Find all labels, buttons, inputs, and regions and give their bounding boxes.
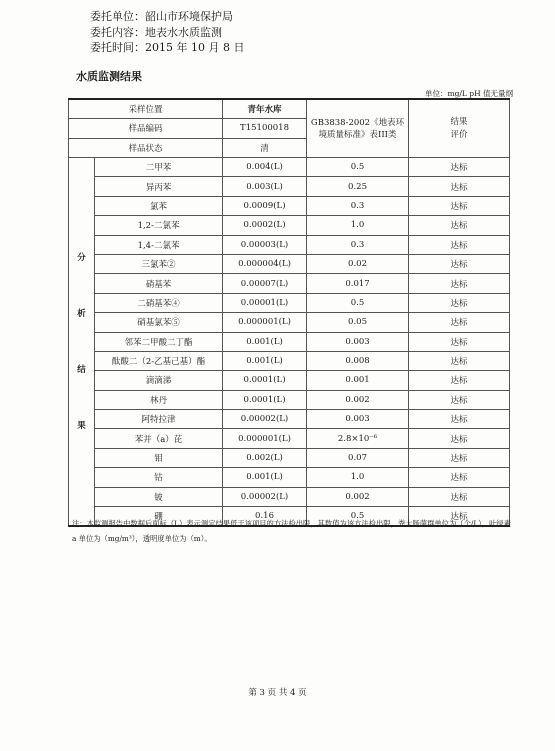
table-row: [69, 410, 510, 429]
item-name-cell: 酞酸二（2-乙基己基）酯: [95, 351, 223, 370]
client-line: [90, 9, 244, 25]
sample-state-label: 样品状态: [69, 138, 223, 158]
measured-value-cell: 0.00001(L): [223, 293, 307, 312]
evaluation-cell: 达标: [409, 410, 510, 429]
measured-value-cell: 0.000001(L): [223, 429, 307, 448]
standard-limit-cell: 0.3: [307, 196, 409, 215]
standard-limit-cell: 0.008: [307, 351, 409, 370]
table-row: [69, 468, 510, 487]
standard-limit-cell: 0.07: [307, 448, 409, 467]
client-label: 委托单位：: [90, 10, 145, 23]
footnote: 注：本监测报告中数据后面标（L）表示测定结果低于该项目的方法检出限，其数值为该方法检出限，粪大肠菌群单位为（个/L），叶绿素 a 单位为（mg/m³），透明度单位为（m）。: [72, 519, 512, 543]
item-name-cell: 二甲苯: [95, 158, 223, 177]
evaluation-cell: 达标: [409, 351, 510, 370]
date-line: [90, 40, 244, 56]
measured-value-cell: 0.001(L): [223, 468, 307, 487]
measured-value-cell: 0.00003(L): [223, 235, 307, 254]
category-label-analysis-result: [69, 158, 95, 526]
standard-limit-cell: 0.001: [307, 371, 409, 390]
standard-limit-cell: 1.0: [307, 468, 409, 487]
unit-note: 单位：mg/L pH 值无量纲: [424, 89, 513, 98]
standard-header: GB3838-2002《地表环境质量标准》表III类: [307, 99, 409, 158]
item-name-cell: 硝基苯: [95, 274, 223, 293]
measured-value-cell: 0.0009(L): [223, 196, 307, 215]
item-name-cell: 钴: [95, 468, 223, 487]
category-gap: [69, 263, 94, 307]
item-name-cell: 1,2-二氯苯: [95, 216, 223, 235]
standard-limit-cell: 2.8×10⁻⁶: [307, 429, 409, 448]
item-name-cell: 异丙苯: [95, 177, 223, 196]
category-char: 果: [77, 421, 86, 432]
report-meta: [90, 9, 244, 56]
category-char: 分: [77, 253, 86, 264]
standard-limit-cell: 0.003: [307, 410, 409, 429]
measured-value-cell: 0.003(L): [223, 177, 307, 196]
page-number: 第 3 页 共 4 页: [248, 688, 307, 698]
standard-limit-cell: 0.002: [307, 487, 409, 506]
evaluation-cell: 达标: [409, 507, 510, 526]
category-char: 析: [77, 309, 86, 320]
table-row: [69, 351, 510, 370]
standard-limit-cell: 0.5: [307, 158, 409, 177]
standard-limit-cell: 0.05: [307, 313, 409, 332]
measured-value-cell: 0.0002(L): [223, 216, 307, 235]
evaluation-cell: 达标: [409, 235, 510, 254]
measured-value-cell: 0.004(L): [223, 158, 307, 177]
category-gap: [69, 319, 94, 363]
item-name-cell: 邻苯二甲酸二丁酯: [95, 332, 223, 351]
sampling-location-value: 青年水库: [223, 99, 307, 119]
item-name-cell: 阿特拉津: [95, 410, 223, 429]
item-name-cell: 1,4-二氯苯: [95, 235, 223, 254]
table-row: [69, 196, 510, 215]
evaluation-cell: 达标: [409, 332, 510, 351]
table-row: [69, 390, 510, 409]
table-row: [69, 313, 510, 332]
measured-value-cell: 0.00002(L): [223, 487, 307, 506]
table-row: [69, 487, 510, 506]
sample-id-value: T15100018: [223, 119, 307, 139]
standard-limit-cell: 0.02: [307, 254, 409, 273]
table-row: [69, 371, 510, 390]
measured-value-cell: 0.00002(L): [223, 410, 307, 429]
table-row: [69, 177, 510, 196]
result-evaluation-header: [409, 99, 510, 158]
evaluation-cell: 达标: [409, 313, 510, 332]
standard-limit-cell: 0.5: [307, 507, 409, 526]
result-header-line2: 评价: [450, 129, 468, 140]
item-name-cell: 硝基氯苯⑤: [95, 313, 223, 332]
table-row: [69, 332, 510, 351]
date-label: 委托时间：: [90, 41, 145, 54]
evaluation-cell: 达标: [409, 448, 510, 467]
standard-limit-cell: 0.002: [307, 390, 409, 409]
measured-value-cell: 0.0001(L): [223, 371, 307, 390]
table-row: [69, 158, 510, 177]
standard-limit-cell: 0.5: [307, 293, 409, 312]
item-name-cell: 硼: [95, 507, 223, 526]
item-name-cell: 铍: [95, 487, 223, 506]
results-table-body: [69, 99, 510, 526]
standard-limit-cell: 0.25: [307, 177, 409, 196]
evaluation-cell: 达标: [409, 254, 510, 273]
sample-state-value: 清: [223, 138, 307, 158]
evaluation-cell: 达标: [409, 158, 510, 177]
measured-value-cell: 0.0001(L): [223, 390, 307, 409]
section-title: 水质监测结果: [76, 70, 142, 83]
sample-id-label: 样品编码: [69, 119, 223, 139]
measured-value-cell: 0.001(L): [223, 332, 307, 351]
category-char: 结: [77, 365, 86, 376]
item-name-cell: 苯并（a）芘: [95, 429, 223, 448]
measured-value-cell: 0.00007(L): [223, 274, 307, 293]
evaluation-cell: 达标: [409, 468, 510, 487]
content-label: 委托内容：: [90, 25, 145, 39]
measured-value-cell: 0.000001(L): [223, 313, 307, 332]
table-row: [69, 429, 510, 448]
measured-value-cell: 0.002(L): [223, 448, 307, 467]
content-value: 地表水水质监测: [145, 25, 222, 39]
client-value: 韶山市环境保护局: [145, 10, 233, 23]
date-value: 2015 年 10 月 8 日: [145, 41, 245, 54]
evaluation-cell: 达标: [409, 196, 510, 215]
evaluation-cell: 达标: [409, 390, 510, 409]
table-row: [69, 254, 510, 273]
evaluation-cell: 达标: [409, 177, 510, 196]
result-header-line1: 结果: [450, 116, 468, 127]
table-row: [69, 235, 510, 254]
standard-limit-cell: 0.3: [307, 235, 409, 254]
evaluation-cell: 达标: [409, 429, 510, 448]
item-name-cell: 滴滴涕: [95, 371, 223, 390]
item-name-cell: 钼: [95, 448, 223, 467]
item-name-cell: 氯苯: [95, 196, 223, 215]
standard-limit-cell: 1.0: [307, 216, 409, 235]
table-row: [69, 274, 510, 293]
measured-value-cell: 0.16: [223, 507, 307, 526]
item-name-cell: 二硝基苯④: [95, 293, 223, 312]
table-row: [69, 216, 510, 235]
sampling-location-label: 采样位置: [69, 99, 223, 119]
standard-limit-cell: 0.017: [307, 274, 409, 293]
standard-limit-cell: 0.003: [307, 332, 409, 351]
evaluation-cell: 达标: [409, 216, 510, 235]
results-table: [68, 98, 510, 527]
item-name-cell: 林丹: [95, 390, 223, 409]
measured-value-cell: 0.000004(L): [223, 254, 307, 273]
category-gap: [69, 375, 94, 419]
content-line: [90, 25, 244, 41]
table-row: [69, 293, 510, 312]
header-row-location: [69, 99, 510, 119]
evaluation-cell: 达标: [409, 371, 510, 390]
measured-value-cell: 0.001(L): [223, 351, 307, 370]
evaluation-cell: 达标: [409, 274, 510, 293]
item-name-cell: 三氯苯②: [95, 254, 223, 273]
evaluation-cell: 达标: [409, 293, 510, 312]
evaluation-cell: 达标: [409, 487, 510, 506]
table-row: [69, 448, 510, 467]
